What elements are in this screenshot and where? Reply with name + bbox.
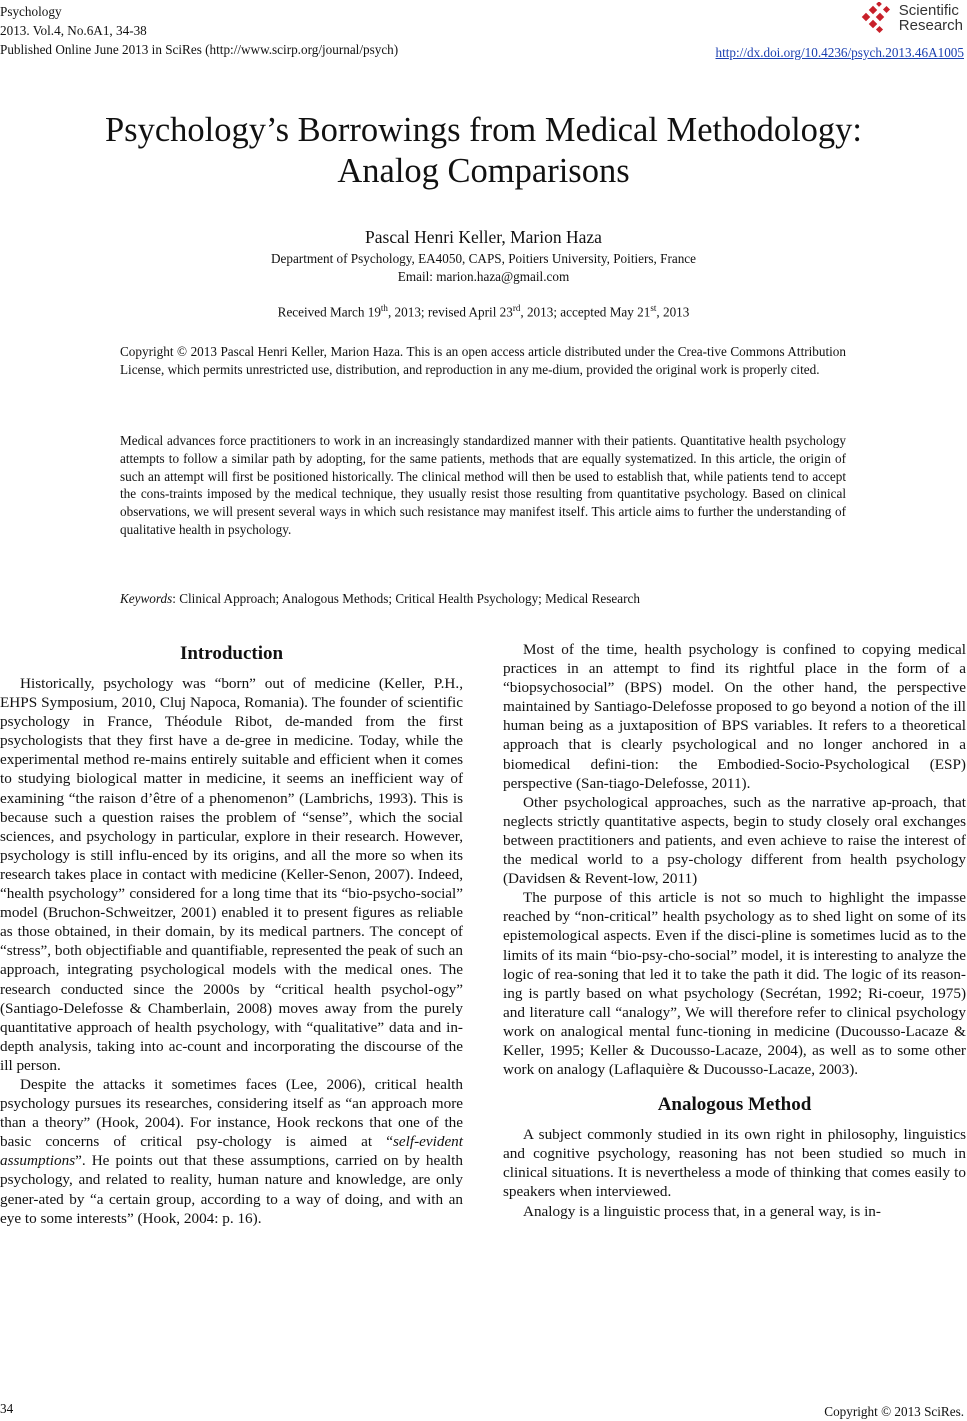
footer-copyright: Copyright © 2013 SciRes. bbox=[824, 1404, 964, 1419]
affiliation: Department of Psychology, EA4050, CAPS, Poitiers University, Poitiers, France bbox=[270, 251, 696, 266]
logo-line-1: Scientific bbox=[898, 2, 959, 19]
paragraph: Other psychological approaches, such as the narrative ap-proach, that neglects strictly quantitative aspects, begin to study closely oral exchanges between practitioners and patients, and even achieve to raise the interest of the medical world to a psy-chology different from health psychology (Davidsen & Revent-low, 2011) bbox=[503, 793, 966, 888]
section-heading-analogous-method: Analogous Method bbox=[657, 1094, 812, 1116]
keywords bbox=[120, 590, 846, 608]
title-line-2: Analog Comparisons bbox=[337, 152, 630, 190]
scientific-research-logo-icon bbox=[861, 2, 895, 34]
paragraph: A subject commonly studied in its own right in philosophy, linguistics and cognitive psychology, reasoning has not been studied so much in clinical situations. It is nevertheless a mode of thinking that comes easily to speakers when interviewed. bbox=[503, 1126, 966, 1201]
article-dates: Received March 19th, 2013; revised April 23rd, 2013; accepted May 21st, 2013 bbox=[277, 303, 690, 320]
paragraph: Despite the attacks it sometimes faces (Lee, 2006), critical health psychology pursues its researches, considering itself as “an approach more than a theory” (Hook, 2004). For instance, Hook reckons that one of the basic concerns of critical psy-chology is aimed at “self-evident assumptions”. He points out that these assumptions, carried on by health psychology, and related to reality, human nature and knowledge, are only gener-ated by “a certain group, according to a way of doing, and with an eye to some interests” (Hook, 2004: p. 16). bbox=[0, 1075, 463, 1227]
section-heading-introduction: Introduction bbox=[179, 643, 284, 664]
paragraph: Historically, psychology was “born” out of medicine (Keller, P.H., EHPS Symposium, 2010, Cluj Napoca, Romania). The founder of scientific psychology in France, Théodule Ribot, de-manded from the first psychologists that they first have a de-gree in medicine. Today, while the experimental method re-mains entirely suitable and efficient when it comes to studying biological matter in medicine, it seems an inefficient way of examining “the raison d’être of a phenomenon” (Lambrichs, 1993). This is because such a question raises the problem of “sense”, which the social sciences, and psychology in particular, explore in their research. However, psychology is still influ-enced by its origins, and all the more so when its research takes place in contact with medicine (Keller-Senon, 2007). Indeed, “health psychology” considered for a long time that its “bio-psycho-social” model (Bruchon-Schweitzer, 2001) enabled it to present figures as reliable as those obtained, in their domain, by its medical partners. The concept of “stress”, both objectifiable and quantifiable, represented the peak of such an approach, integrating psychological models with the medical ones. The research conducted since the 2000s by “critical health psychol-ogy” (Santiago-Delefosse & Chamberlain, 2008) moves away from the purely quantitative approach of health psychology, with “qualitative” data and in-depth analysis, taking into ac-count and incorporating the discourse of the ill person. bbox=[0, 675, 463, 1074]
title-line-1: Psychology’s Borrowings from Medical Methodology: bbox=[104, 111, 863, 149]
keywords-list: : Clinical Approach; Analogous Methods; Critical Health Psychology; Medical Research bbox=[172, 591, 640, 606]
page-number: 34 bbox=[0, 1401, 14, 1416]
journal-name: Psychology bbox=[0, 4, 62, 19]
authors: Pascal Henri Keller, Marion Haza bbox=[365, 227, 602, 247]
paragraph: Analogy is a linguistic process that, in a general way, is in- bbox=[523, 1202, 881, 1220]
author-email: Email: marion.haza@gmail.com bbox=[397, 269, 570, 284]
paragraph: The purpose of this article is not so much to highlight the impasse reached by “non-critical” health psychology as to shed light on some of its epistemological aspects. Even if the disci-pline is sometimes lucid as to the limits of its main “bio-psy-cho-social” model, it is interesting to analyze the logic of rea-soning that led it to take the path it did. The logic of its reason-ing is partly based on what psychology (Secrétan, 1992; Ri-coeur, 1975) and literature call “analogy”, We will therefore refer to clinical psychology work on analogical mental func-tioning in medicine (Ducousso-Lacaze & Keller, 1995; Keller & Ducousso-Lacaze, 2004), as well as to some other work on analogy (Laflaquière & Ducousso-Lacaze, 2003). bbox=[503, 889, 966, 1079]
volume-info: 2013. Vol.4, No.6A1, 34-38 bbox=[0, 23, 147, 38]
left-column bbox=[0, 640, 463, 1228]
article-title bbox=[0, 110, 967, 192]
doi-link[interactable]: http://dx.doi.org/10.4236/psych.2013.46A1005 bbox=[715, 45, 964, 60]
keywords-label: Keywords bbox=[120, 591, 173, 606]
copyright-notice: Copyright © 2013 Pascal Henri Keller, Marion Haza. This is an open access article distributed under the Crea-tive Commons Attribution License, which permits unrestricted use, distribution, and reproduction in any me-dium, provided the original work is properly cited. bbox=[120, 344, 846, 377]
publication-info: Published Online June 2013 in SciRes (http://www.scirp.org/journal/psych) bbox=[0, 42, 399, 57]
abstract: Medical advances force practitioners to work in an increasingly standardized manner with their patients. Quantitative health psychology attempts to follow a similar path by adopting, for the same patients, methods that are equally systematized. In this article, the origin of such an attempt will first be positioned historically. The clinical method will then be used to establish that, while patients tend to accept the cons-traints imposed by the medical technique, they usually resist those resulting from quantitative psychology. Based on clinical observations, we will present several ways in which such resistance may manifest itself. This article aims to further the understanding of qualitative health in psychology. bbox=[120, 433, 846, 537]
publisher-logo bbox=[861, 0, 963, 36]
logo-text bbox=[899, 3, 963, 33]
right-column bbox=[503, 640, 966, 1221]
logo-line-2: Research bbox=[898, 17, 963, 34]
paragraph: Most of the time, health psychology is confined to copying medical practices in an attempt to find its rightful place in the form of a “biopsychosocial” (BPS) model. On the other hand, the perspective maintained by Santiago-Delefosse proposed to go beyond a notion of the ill human being as a juxtaposition of BPS variables. It refers to a theoretical approach that is clearly psychological and no longer anchored in a biomedical defini-tion: the Embodied-Socio-Psychological (ESP) perspective (San-tiago-Delefosse, 2011). bbox=[503, 641, 966, 792]
